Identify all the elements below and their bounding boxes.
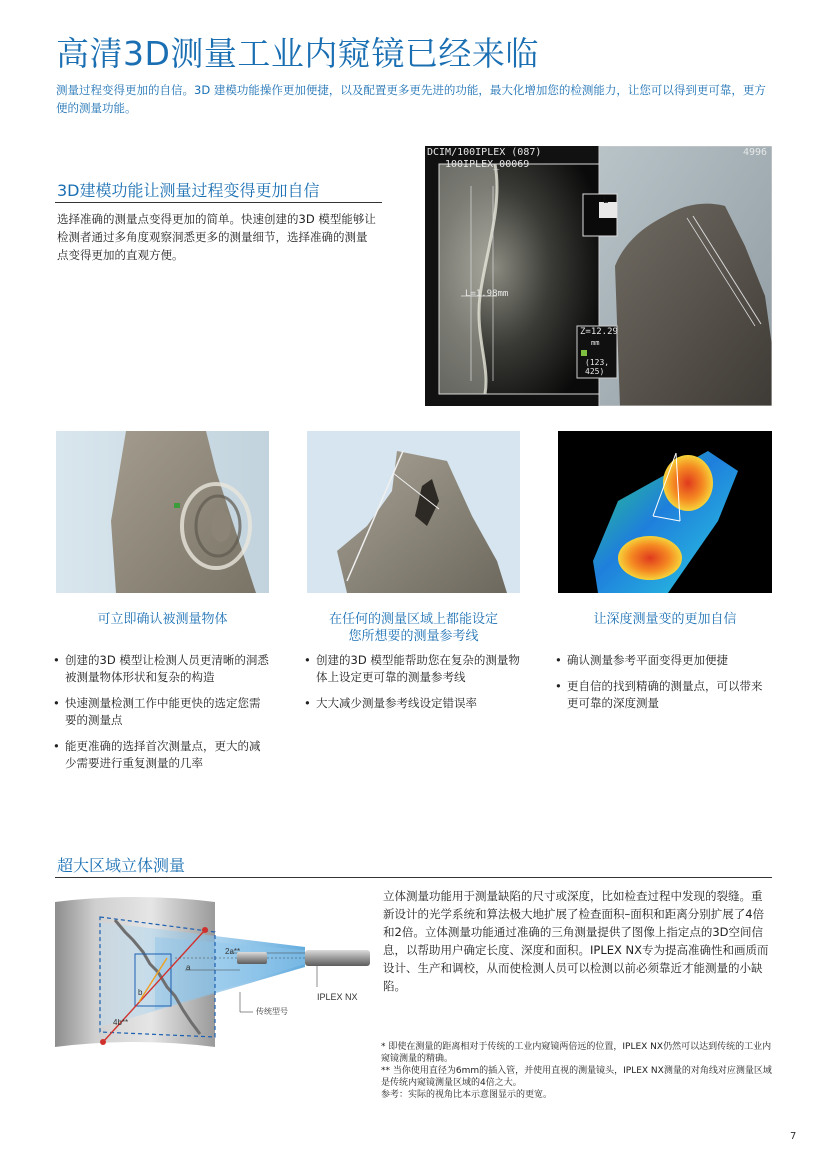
section-stereo-body: 立体测量功能用于测量缺陷的尺寸或深度，比如检查过程中发现的裂缝。重新设计的光学系统和算法极大地扩展了检查面积–面积和距离分别扩展了4倍和2倍。立体测量功能通过准确的三角测量提供了图像上指定点的3D空间信息，以帮助用户确定长度、深度和面积。IPLEX NX专为提高准确性和画质而设计、生产和调校，从而使检测人员可以检测以前必须靠近才能测量的小缺陷。 (383, 889, 769, 993)
list-item: • 更自信的找到精确的测量点，可以带来更可靠的深度测量 (555, 678, 773, 712)
stereo-diagram (55, 892, 370, 1057)
feature-caption-2: 在任何的测量区域上都能设定 您所想要的测量参考线 (328, 612, 498, 644)
footnote-3: 参考：实际的视角比本示意图显示的更宽。 (381, 1090, 553, 1100)
footnote-2: ** 当你使用直径为6mm的插入管，并使用直视的测量镜头，IPLEX NX测量的对角线对应测量区域是传统内窥镜测量区域的4倍之大。 (381, 1066, 772, 1088)
feature-image-object (56, 431, 269, 593)
dim-label-2a: 2a** (225, 947, 241, 956)
feature-image-depth (558, 431, 772, 593)
section-stereo-divider (55, 877, 772, 878)
file-readout: 100IPLEX_00069 (445, 159, 530, 170)
folder-readout: DCIM/100IPLEX (087) (427, 147, 542, 158)
dim-label-b: b (138, 988, 143, 997)
feature-bullets-1 (53, 652, 271, 781)
counter-readout: 4996 (743, 147, 768, 158)
footnotes (381, 1041, 773, 1101)
feature-image-reference-line (307, 431, 520, 593)
feature-caption-3: 让深度测量变的更加自信 (593, 612, 737, 627)
list-item: • 快速测量检测工作中能更快的选定您需要的测量点 (53, 695, 271, 729)
label-iplex-nx: IPLEX NX (317, 992, 358, 1002)
intro-paragraph: 测量过程变得更加的自信。3D 建模功能操作更加便捷，以及配置更多更先进的功能，最大化增加您的检测能力，让您可以得到更可靠，更方便的测量功能。 (56, 83, 766, 115)
list-item: • 能更准确的选择首次测量点，更大的减少需要进行重复测量的几率 (53, 738, 271, 772)
stereo-diagram-graphic (55, 892, 370, 1057)
endoscope-screen-image (425, 146, 772, 406)
feature-bullets-3 (555, 652, 773, 721)
coords-line1: (123, (585, 358, 610, 367)
dim-label-4b: 4b** (113, 1018, 129, 1027)
list-item: • 创建的3D 模型让检测人员更清晰的洞悉被测量物体形状和复杂的构造 (53, 652, 271, 686)
dim-label-a: a (186, 963, 191, 972)
z-unit: mm (591, 339, 600, 347)
coords-line2: 425) (585, 367, 605, 376)
object-3d-graphic (56, 431, 269, 593)
z-readout: Z=12.29 (580, 327, 618, 337)
reference-line-3d-graphic (307, 431, 520, 593)
mini-inset-label: L (603, 196, 609, 206)
footnote-1: * 即使在测量的距离相对于传统的工业内窥镜两倍远的位置，IPLEX NX仍然可以达到传统的工业内窥镜测量的精确。 (381, 1042, 772, 1064)
list-item: • 确认测量参考平面变得更加便捷 (555, 652, 773, 669)
list-item: • 创建的3D 模型能帮助您在复杂的测量物体上设定更可靠的测量参考线 (304, 652, 522, 686)
feature-bullets-2 (304, 652, 522, 721)
section-3d-body: 选择准确的测量点变得更加的简单。快速创建的3D 模型能够让检测者通过多角度观察洞悉更多的测量细节，选择准确的测量点变得更加的直观方便。 (57, 212, 376, 262)
page-number: 7 (790, 1131, 797, 1142)
length-readout: L=1.98mm (465, 289, 509, 299)
label-traditional: 传统型号 (256, 1007, 288, 1016)
page-title: 高清3D测量工业内窥镜已经来临 (56, 34, 539, 73)
section-3d-divider (55, 202, 382, 203)
section-3d-title: 3D建模功能让测量过程变得更加自信 (57, 181, 320, 200)
section-stereo-title: 超大区域立体测量 (57, 856, 186, 875)
list-item: • 大大减少测量参考线设定错误率 (304, 695, 522, 712)
depth-heatmap-graphic (558, 431, 772, 593)
feature-caption-1: 可立即确认被测量物体 (97, 612, 228, 627)
